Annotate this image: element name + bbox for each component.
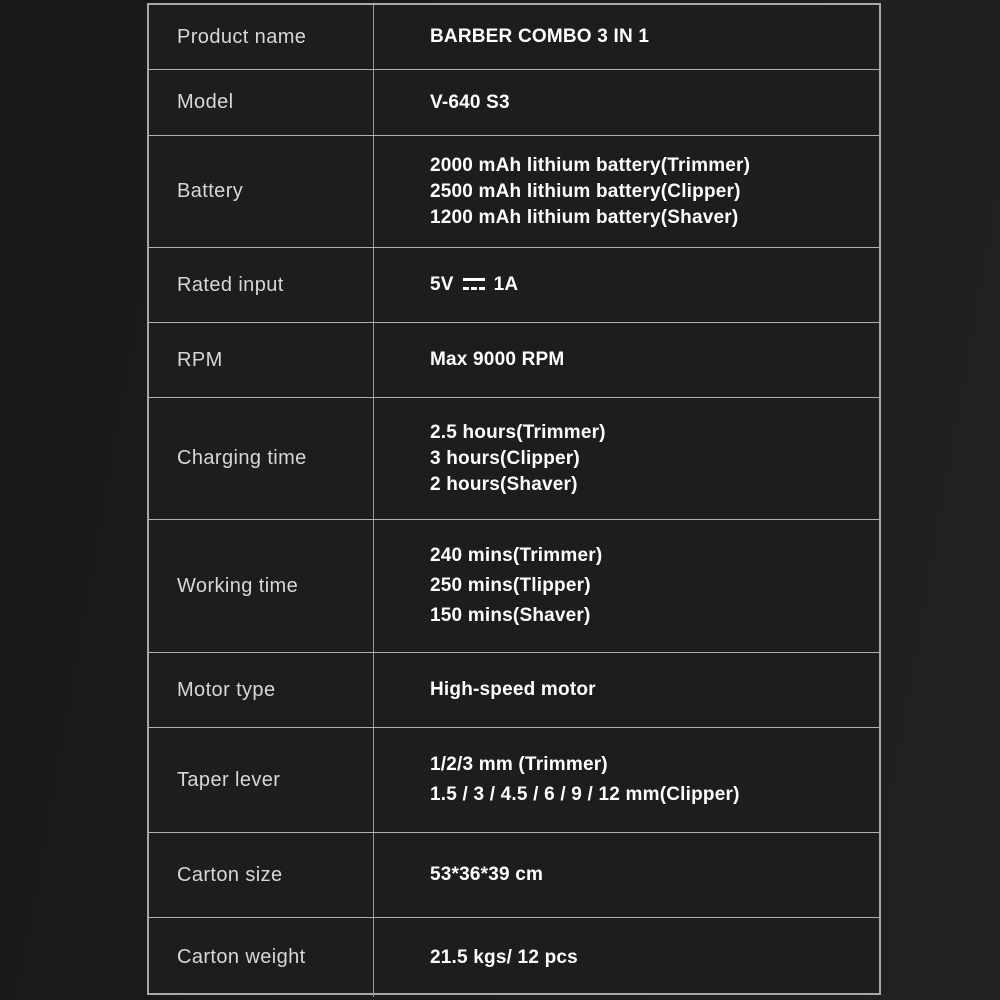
spec-label-cell	[149, 833, 374, 917]
spec-label-cell	[149, 248, 374, 322]
spec-value-cell	[374, 248, 879, 322]
spec-value: 21.5 kgs/ 12 pcs	[430, 946, 578, 968]
spec-label-cell	[149, 520, 374, 652]
product-spec-table	[147, 3, 881, 995]
spec-value-cell	[374, 136, 879, 247]
table-row-rpm	[149, 322, 879, 397]
spec-value-cell	[374, 653, 879, 727]
spec-value-cell	[374, 833, 879, 917]
table-row-carton-weight	[149, 917, 879, 997]
table-row-battery	[149, 135, 879, 247]
spec-label-cell	[149, 653, 374, 727]
table-row-carton-size	[149, 832, 879, 917]
dc-symbol-icon	[463, 278, 485, 290]
spec-label-cell	[149, 70, 374, 135]
spec-label-cell	[149, 136, 374, 247]
spec-value-line: 1/2/3 mm (Trimmer)	[430, 754, 608, 775]
spec-value: Max 9000 RPM	[430, 349, 565, 370]
table-row-motor-type	[149, 652, 879, 727]
spec-label: RPM	[177, 348, 223, 371]
spec-label: Product name	[177, 25, 307, 48]
spec-value-line: 2500 mAh lithium battery(Clipper)	[430, 180, 741, 202]
spec-value-cell	[374, 728, 879, 832]
spec-label-cell	[149, 5, 374, 69]
spec-value: High-speed motor	[430, 679, 596, 700]
table-row-model	[149, 69, 879, 135]
table-row-charging-time	[149, 397, 879, 519]
spec-label-cell	[149, 398, 374, 519]
spec-value-line: 2.5 hours(Trimmer)	[430, 421, 606, 443]
spec-label: Rated input	[177, 273, 284, 296]
volt-value: 5V	[430, 274, 454, 295]
table-row-taper-lever	[149, 727, 879, 832]
spec-value-cell	[374, 918, 879, 997]
spec-label: Charging time	[177, 447, 307, 469]
spec-label: Battery	[177, 180, 244, 202]
spec-value-line: 150 mins(Shaver)	[430, 605, 591, 626]
spec-value-line: 1.5 / 3 / 4.5 / 6 / 9 / 12 mm(Clipper)	[430, 784, 740, 805]
spec-value-line: 1200 mAh lithium battery(Shaver)	[430, 206, 739, 228]
spec-label: Carton weight	[177, 946, 306, 968]
spec-value-line: 2000 mAh lithium battery(Trimmer)	[430, 154, 751, 176]
spec-value-cell	[374, 70, 879, 135]
spec-label-cell	[149, 728, 374, 832]
spec-label: Working time	[177, 574, 299, 597]
table-row-product-name	[149, 5, 879, 69]
spec-value-line: 240 mins(Trimmer)	[430, 545, 603, 566]
table-row-working-time	[149, 519, 879, 652]
spec-label: Carton size	[177, 863, 283, 886]
spec-value: BARBER COMBO 3 IN 1	[430, 26, 650, 47]
spec-value-line: 3 hours(Clipper)	[430, 447, 580, 469]
amp-value: 1A	[493, 274, 519, 295]
rated-input-value	[430, 270, 865, 300]
spec-label: Motor type	[177, 678, 276, 701]
spec-value-cell	[374, 520, 879, 652]
spec-label-cell	[149, 323, 374, 397]
table-row-rated-input	[149, 247, 879, 322]
spec-value: V-640 S3	[430, 91, 510, 113]
spec-value-cell	[374, 5, 879, 69]
spec-value-line: 2 hours(Shaver)	[430, 473, 578, 495]
spec-value-cell	[374, 398, 879, 519]
spec-value-cell	[374, 323, 879, 397]
spec-value-line: 250 mins(Tlipper)	[430, 575, 591, 596]
spec-label: Model	[177, 91, 234, 113]
spec-label-cell	[149, 918, 374, 997]
spec-value: 53*36*39 cm	[430, 864, 544, 885]
spec-label: Taper lever	[177, 768, 281, 791]
